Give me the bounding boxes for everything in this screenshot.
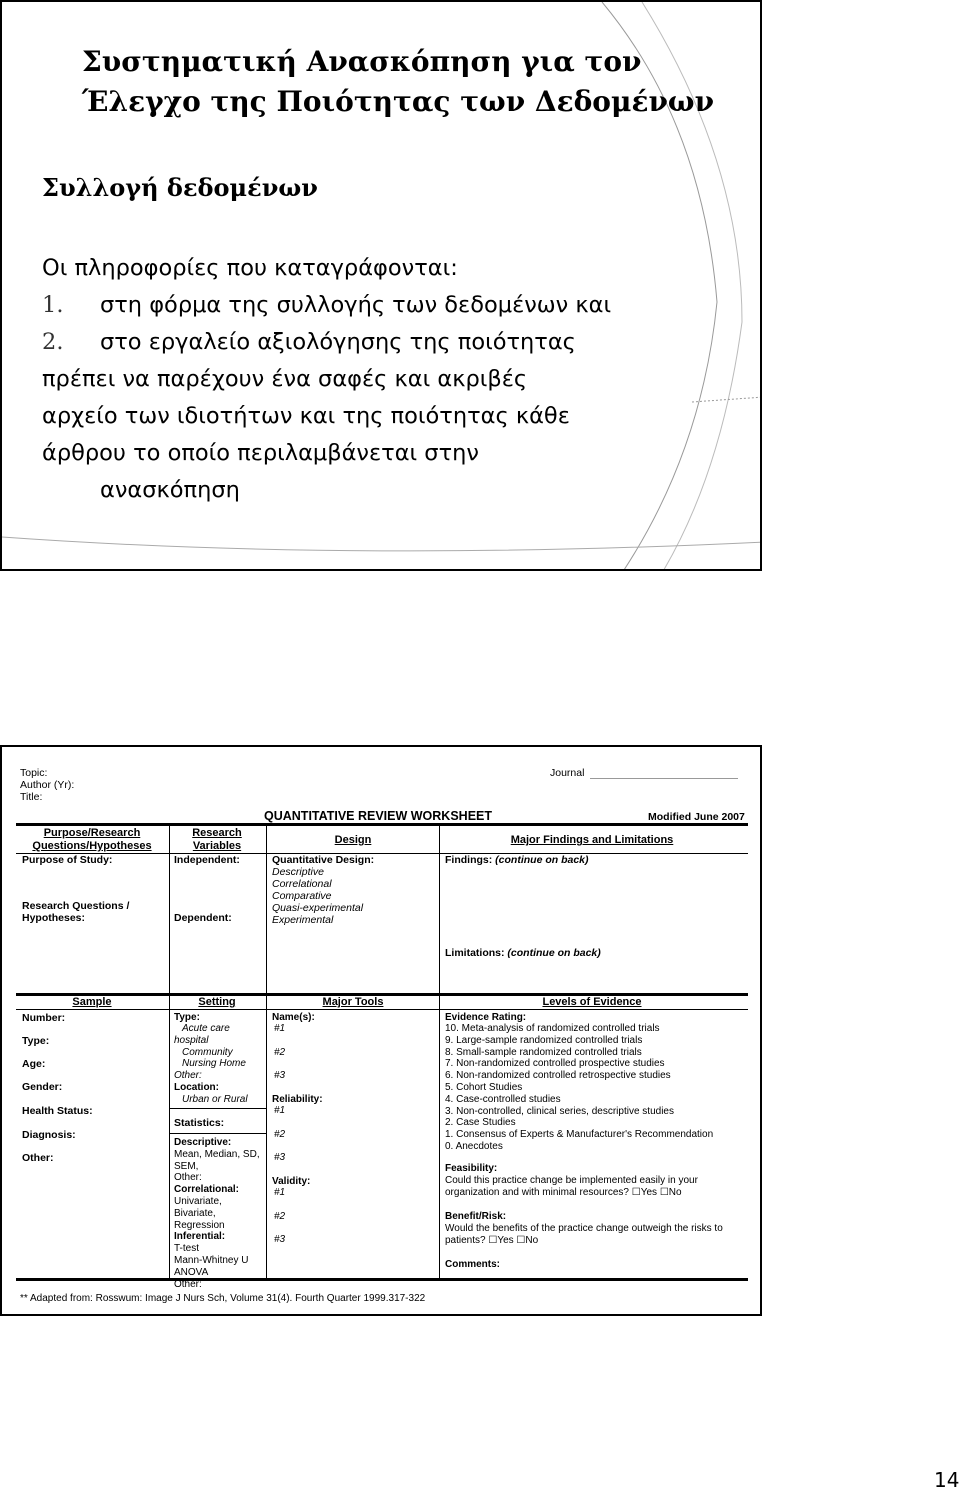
- bottom-header-rule: [16, 1009, 748, 1010]
- feasibility-label: Feasibility:: [445, 1163, 498, 1174]
- tools-reliability-2: #2: [274, 1129, 286, 1140]
- table-bottom-border: [16, 1278, 748, 1281]
- closing-line: ανασκόπηση: [100, 477, 240, 503]
- topic-label: Topic:: [20, 767, 48, 779]
- research-questions: Research Questions /: [22, 900, 130, 912]
- closing-line: άρθρου το οποίο περιλαμβάνεται στην: [42, 440, 479, 466]
- sample-age: Age:: [22, 1058, 46, 1070]
- title-label: Title:: [20, 791, 43, 803]
- tools-reliability-1: #1: [274, 1105, 286, 1116]
- benefit-label: Benefit/Risk:: [445, 1211, 507, 1222]
- list-item: 1. στη φόρμα της συλλογής των δεδομένων και: [42, 292, 612, 318]
- slide-title: [82, 42, 714, 122]
- col-divider: [266, 995, 267, 1280]
- hypotheses: Hypotheses:: [22, 912, 86, 924]
- dependent-label: Dependent:: [174, 912, 232, 924]
- feasibility-q2: organization and with minimal resources? ☐Yes ☐No: [445, 1187, 682, 1198]
- header-research-2: Variables: [192, 840, 242, 852]
- slide-title-line-2: Έλεγχο της Ποιότητας των Δεδομένων: [82, 85, 715, 118]
- limitations-label: Limitations: (continue on back): [445, 947, 601, 959]
- sample-number: Number:: [22, 1012, 66, 1024]
- slide-body: [42, 250, 611, 509]
- tools-reliability-3: #3: [274, 1152, 286, 1163]
- feasibility-q1: Could this practice change be implemented easily in your: [445, 1175, 698, 1186]
- journal-label: Journal: [550, 767, 585, 779]
- slide-quantitative-review-worksheet: [0, 745, 762, 1316]
- benefit-q1: Would the benefits of the practice change outweigh the risks to: [445, 1223, 723, 1234]
- setting-divider: [170, 1108, 266, 1109]
- sample-health-status: Health Status:: [22, 1105, 93, 1117]
- tools-name-1: #1: [274, 1023, 286, 1034]
- table-top-border: [16, 823, 748, 826]
- tools-reliability: Reliability:: [272, 1094, 323, 1105]
- header-setting: Setting: [198, 996, 236, 1008]
- header-purpose: Purpose/Research: [43, 827, 141, 839]
- setting-location: Location:: [174, 1082, 219, 1093]
- design-options: Descriptive Correlational Comparative Quasi-experimental Experimental: [272, 866, 364, 926]
- sample-gender: Gender:: [22, 1081, 63, 1093]
- closing-line: αρχείο των ιδιοτήτων και της ποιότητας κάθε: [42, 403, 570, 429]
- header-levels: Levels of Evidence: [542, 996, 642, 1008]
- slide-title-line-1: Συστηματική Ανασκόπηση για τον: [82, 45, 642, 78]
- evidence-levels: 10. Meta-analysis of randomized controlled trials 9. Large-sample randomized controlled trials 8. Small-sample randomized controlled trials 7. Non-randomized controlled prospective studies 6. Non-randomized controlled retrospective studies 5. Cohort Studies 4. Case-controlled studies 3. Non-controlled, clinical series, descriptive studies 2. Case Studies 1. Consensus of Experts & Manufacturer's Recommendation 0. Anecdotes: [445, 1023, 714, 1152]
- setting-type: Type:: [174, 1012, 200, 1023]
- intro-line: Οι πληροφορίες που καταγράφονται:: [42, 255, 458, 281]
- setting-type-options: Acute care hospital Community Nursing Home Other:: [174, 1023, 246, 1082]
- header-design: Design: [334, 834, 372, 846]
- tools-name-3: #3: [274, 1070, 286, 1081]
- statistics-list: Descriptive: Mean, Median, SD, SEM, Other: Correlational: Univariate, Bivariate, Regression Inferential: T-test Mann-Whitney U ANOVA Other:: [174, 1137, 260, 1290]
- comments-label: Comments:: [445, 1259, 501, 1270]
- header-findings: Major Findings and Limitations: [510, 834, 674, 846]
- statistics-label: Statistics:: [174, 1117, 225, 1129]
- statistics-divider: [170, 1133, 266, 1134]
- worksheet-title: QUANTITATIVE REVIEW WORKSHEET: [264, 809, 493, 823]
- purpose-of-study: Purpose of Study:: [22, 854, 113, 866]
- tools-validity-2: #2: [274, 1211, 286, 1222]
- sample-other: Other:: [22, 1152, 54, 1164]
- modified-date: Modified June 2007: [648, 811, 745, 823]
- tools-validity-1: #1: [274, 1187, 286, 1198]
- sample-type: Type:: [22, 1035, 50, 1047]
- col-divider: [439, 995, 440, 1280]
- author-label: Author (Yr):: [20, 779, 75, 791]
- tools-validity-3: #3: [274, 1234, 286, 1245]
- tools-names: Name(s):: [272, 1012, 315, 1023]
- closing-line: πρέπει να παρέχουν ένα σαφές και ακριβές: [42, 366, 528, 392]
- header-purpose-2: Questions/Hypotheses: [32, 840, 152, 852]
- header-research: Research: [192, 827, 242, 839]
- header-sample: Sample: [72, 996, 112, 1008]
- page-number: 14: [934, 1468, 960, 1492]
- footnote: ** Adapted from: Rosswum: Image J Nurs Sch, Volume 31(4). Fourth Quarter 1999.317-322: [20, 1293, 426, 1304]
- benefit-q2: patients? ☐Yes ☐No: [445, 1235, 539, 1246]
- independent-label: Independent:: [174, 854, 240, 866]
- list-item: 2. στο εργαλείο αξιολόγησης της ποιότητας: [42, 329, 576, 355]
- journal-line: [590, 778, 738, 779]
- sample-diagnosis: Diagnosis:: [22, 1129, 76, 1141]
- header-rule: [16, 853, 748, 854]
- col-divider: [169, 995, 170, 1280]
- slide-subtitle: Συλλογή δεδομένων: [42, 173, 318, 202]
- tools-name-2: #2: [274, 1047, 286, 1058]
- slide-quality-control: [0, 0, 762, 571]
- quant-design-label: Quantitative Design:: [272, 854, 375, 866]
- setting-location-option: Urban or Rural: [182, 1094, 248, 1105]
- tools-validity: Validity:: [272, 1176, 311, 1187]
- findings-label: Findings: (continue on back): [445, 854, 589, 866]
- header-tools: Major Tools: [322, 996, 384, 1008]
- evidence-rating: Evidence Rating:: [445, 1012, 527, 1023]
